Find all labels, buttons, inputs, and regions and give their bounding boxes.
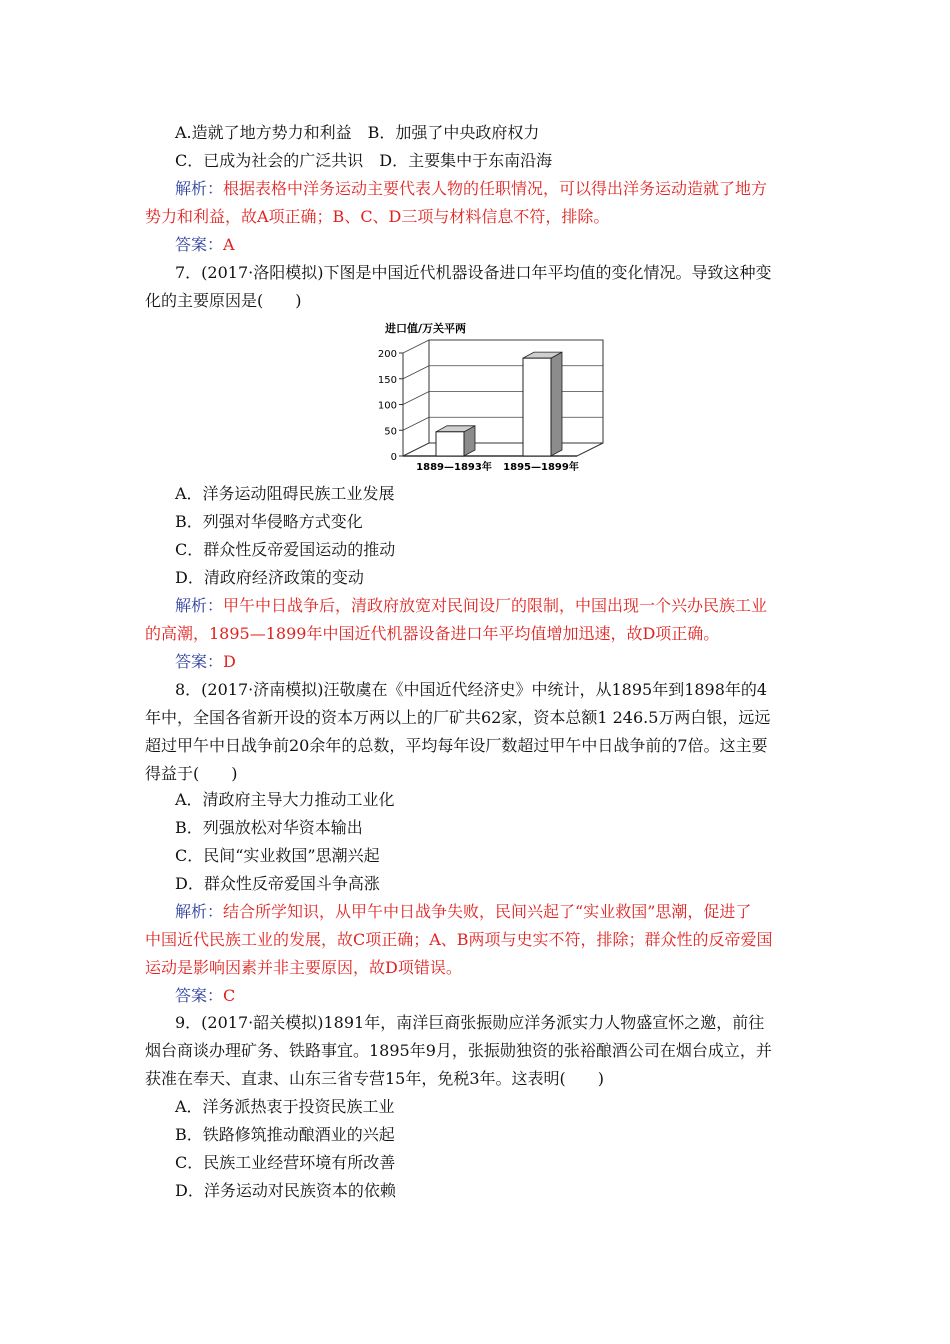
q6-analysis-line1 xyxy=(175,179,767,199)
chart-ylabel: 进口值/万关平两 xyxy=(385,322,467,335)
q8-stem-line1: 8．(2017·济南模拟)汪敬虞在《中国近代经济史》中统计，从1895年到1898年的4 xyxy=(175,680,768,699)
q8-stem-line3: 超过甲午中日战争前20余年的总数，平均每年设厂数超过甲午中日战争前的7倍。这主要 xyxy=(145,736,768,755)
q7-option-a: A．洋务运动阻碍民族工业发展 xyxy=(175,484,395,503)
chart-y-tick-label: 100 xyxy=(377,400,397,412)
chart-y-tick-label: 200 xyxy=(377,349,397,360)
q8-option-a: A．清政府主导大力推动工业化 xyxy=(175,790,395,809)
chart-y-ticks xyxy=(378,349,403,463)
q6-answer-value: A xyxy=(223,235,235,254)
q6-analysis-text1: 根据表格中洋务运动主要代表人物的任职情况，可以得出洋务运动造就了地方 xyxy=(223,179,768,198)
chart-bar xyxy=(436,432,464,456)
chart-bar xyxy=(523,358,551,456)
q8-option-c: C．民间“实业救国”思潮兴起 xyxy=(175,846,380,865)
chart-bar-side xyxy=(551,352,562,456)
q7-analysis-line2: 的高潮，1895—1899年中国近代机器设备进口年平均值增加迅速，故D项正确。 xyxy=(145,624,720,643)
chart-x-tick-label: 1895—1899年 xyxy=(503,462,579,473)
q7-analysis-text1: 甲午中日战争后，清政府放宽对民间设厂的限制，中国出现一个兴办民族工业 xyxy=(223,596,768,615)
q7-option-c: C．群众性反帝爱国运动的推动 xyxy=(175,540,396,559)
q8-analysis-label: 解析： xyxy=(175,902,224,921)
q7-option-b: B．列强对华侵略方式变化 xyxy=(175,512,363,531)
chart-y-tick-label: 50 xyxy=(384,426,397,438)
q9-stem-line2: 烟台商谈办理矿务、铁路事宜。1895年9月，张振勋独资的张裕酿酒公司在烟台成立，并 xyxy=(145,1041,772,1060)
q7-stem-line2: 化的主要原因是( ) xyxy=(145,291,302,310)
q7-analysis-line1 xyxy=(175,596,767,616)
q6-answer-label: 答案： xyxy=(175,235,224,254)
chart-floor xyxy=(403,443,603,456)
q9-stem-line1: 9．(2017·韶关模拟)1891年，南洋巨商张振勋应洋务派实力人物盛宣怀之邀，前往 xyxy=(175,1013,765,1032)
chart-x-tick-label: 1889—1893年 xyxy=(416,462,492,473)
q9-option-d: D．洋务运动对民族资本的依赖 xyxy=(175,1181,396,1200)
q8-option-d: D．群众性反帝爱国斗争高涨 xyxy=(175,874,380,893)
chart-gridline-side xyxy=(403,340,429,353)
q8-option-b: B．列强放松对华资本输出 xyxy=(175,818,363,837)
chart-x-ticks xyxy=(416,460,579,473)
q7-answer xyxy=(175,652,236,672)
chart-y-tick-label: 0 xyxy=(390,452,397,463)
q9-option-a: A．洋务派热衷于投资民族工业 xyxy=(175,1097,395,1116)
chart-gridline-side xyxy=(403,417,429,430)
q8-answer-label: 答案： xyxy=(175,986,224,1005)
chart-y-tick-label: 150 xyxy=(377,374,397,386)
q6-analysis-line2: 势力和利益，故A项正确；B、C、D三项与材料信息不符，排除。 xyxy=(145,207,610,226)
chart-bars xyxy=(436,352,562,456)
q7-answer-label: 答案： xyxy=(175,652,224,671)
q9-stem-line3: 获准在奉天、直隶、山东三省专营15年，免税3年。这表明( ) xyxy=(145,1069,605,1088)
q8-analysis-text1: 结合所学知识，从甲午中日战争失败，民间兴起了“实业救国”思潮，促进了 xyxy=(223,902,752,921)
q8-stem-line2: 年中，全国各省新开设的资本万两以上的厂矿共62家，资本总额1 246.5万两白银，远远 xyxy=(145,708,771,727)
q8-answer xyxy=(175,986,235,1006)
q9-option-b: B．铁路修筑推动酿酒业的兴起 xyxy=(175,1125,395,1144)
q9-option-c: C．民族工业经营环境有所改善 xyxy=(175,1153,396,1172)
q8-answer-value: C xyxy=(223,986,236,1005)
chart-gridline-side xyxy=(403,366,429,379)
q6-analysis-label: 解析： xyxy=(175,179,224,198)
chart-grid xyxy=(403,340,603,456)
q8-analysis-line2: 中国近代民族工业的发展，故C项正确；A、B两项与史实不符，排除；群众性的反帝爱国 xyxy=(145,930,773,949)
q6-options-row2: C．已成为社会的广泛共识 D．主要集中于东南沿海 xyxy=(175,151,553,170)
q7-answer-value: D xyxy=(223,652,236,671)
chart-gridline-side xyxy=(403,392,429,405)
import-value-bar-chart xyxy=(375,318,615,478)
q7-analysis-label: 解析： xyxy=(175,596,224,615)
q7-stem-line1: 7．(2017·洛阳模拟)下图是中国近代机器设备进口年平均值的变化情况。导致这种变 xyxy=(175,263,772,282)
q6-answer xyxy=(175,235,235,255)
q7-option-d: D．清政府经济政策的变动 xyxy=(175,568,364,587)
q8-analysis-line1 xyxy=(175,902,751,922)
q6-options-row1: A.造就了地方势力和利益 B．加强了中央政府权力 xyxy=(175,123,540,142)
q8-stem-line4: 得益于( ) xyxy=(145,764,238,783)
q8-analysis-line3: 运动是影响因素并非主要原因，故D项错误。 xyxy=(145,958,462,977)
